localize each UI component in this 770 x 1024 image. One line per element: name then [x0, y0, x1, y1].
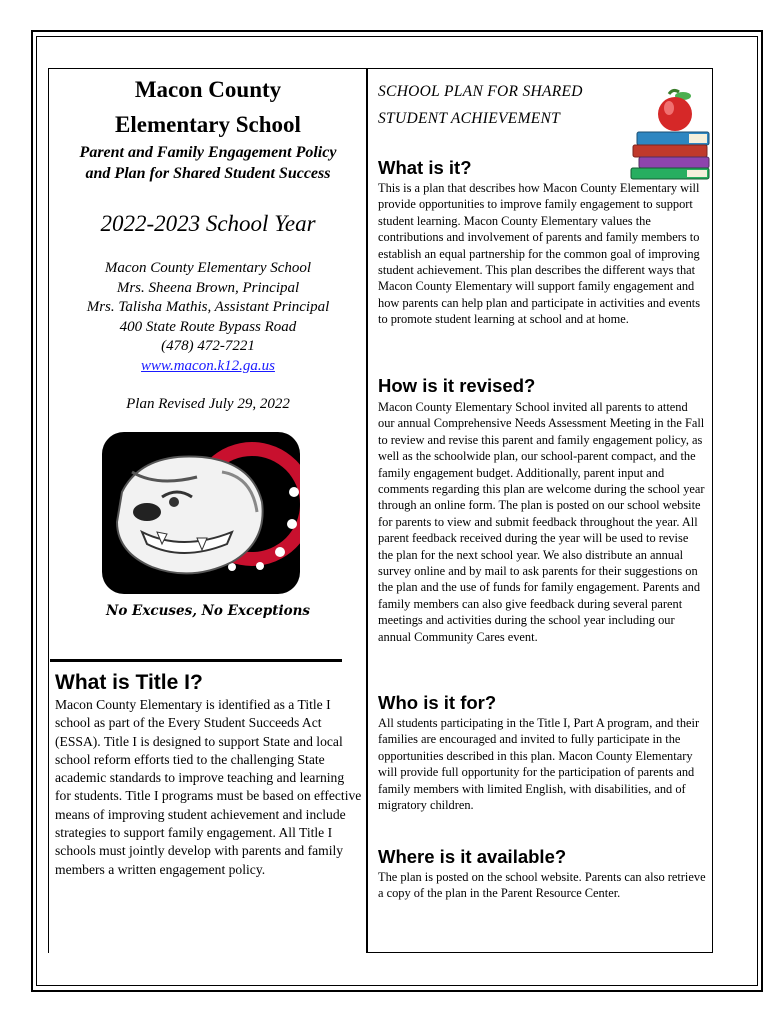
website-link[interactable]: www.macon.k12.ga.us	[141, 357, 275, 374]
title1-body: Macon County Elementary is identified as a Title I school as part of the Every Student Succeeds Act (ESSA). Title I is designed to support State and local school reform efforts tied to the challenging State academic standards to improve teaching and learning for students. Title I programs must be based on effective means of improving student achievement and include strategies to support family engagement. All Title I schools must jointly develop with parents and family members a written engagement policy.	[55, 697, 362, 877]
section-heading-where: Where is it available?	[378, 846, 567, 867]
title1-heading: What is Title I?	[55, 671, 203, 694]
contact-principal: Mrs. Sheena Brown, Principal	[116, 279, 300, 296]
section-heading-what: What is it?	[378, 157, 472, 178]
section-heading-how-revised: How is it revised?	[378, 375, 536, 396]
contact-address: 400 State Route Bypass Road	[119, 318, 297, 335]
books-apple-icon	[629, 88, 714, 180]
section-body-who: All students participating in the Title I, Part A program, and their families are encouraged and invited to fully participate in the opportunities described in this plan. Macon County Elementary will provide full opportunity for the participation of parents and family members with limited English, with disabilities, and of migratory children.	[378, 716, 700, 813]
subtitle-line2: and Plan for Shared Student Success	[85, 165, 331, 182]
school-name	[48, 72, 368, 142]
plan-banner	[378, 78, 583, 132]
section-heading-who: Who is it for?	[378, 692, 497, 713]
bulldog-logo-icon	[102, 432, 300, 594]
school-motto: No Excuses, No Exceptions	[105, 603, 311, 619]
banner-line1: SCHOOL PLAN FOR SHARED	[378, 83, 583, 100]
document-subtitle	[48, 142, 368, 184]
section-divider	[50, 659, 342, 662]
school-name-line1: Macon County	[134, 77, 282, 102]
subtitle-line1: Parent and Family Engagement Policy	[79, 144, 337, 161]
contact-phone: (478) 472-7221	[161, 338, 255, 354]
school-name-line2: Elementary School	[115, 112, 301, 137]
contact-block	[48, 259, 368, 376]
contact-assistant: Mrs. Talisha Mathis, Assistant Principal	[86, 299, 330, 315]
school-year: 2022-2023 School Year	[100, 211, 316, 236]
revision-date: Plan Revised July 29, 2022	[126, 396, 290, 412]
section-body-where: The plan is posted on the school website. Parents can also retrieve a copy of the plan in the Parent Resource Center.	[378, 870, 706, 901]
section-body-how-revised: Macon County Elementary School invited all parents to attend our annual Comprehensive Needs Assessment Meeting in the Fall to review and revise this parent and family engagement policy, as well as the schoolwide plan, our school-parent compact, and the family engagement budget. Additionally, parent input and comments regarding this plan are welcome during the school year through an online form. The plan is posted on our school website for parents to view and submit feedback throughout the year. All parent feedback received during the year will be used to revise the plan for the next school year. We also distribute an annual survey online and by mail to ask parents for their suggestions on the plan and the use of funds for family engagement. Parents and family members can also give feedback during several parent meetings and activities during the school year including our annual Community Cares event.	[378, 400, 705, 644]
section-body-what: This is a plan that describes how Macon County Elementary will provide opportunities to improve family engagement to support student learning. Macon County Elementary values the contributions and involvement of parents and family members to establish an equal partnership for the common goal of improving student achievement. This plan describes the different ways that Macon County Elementary will support family engagement and how parents can help plan and participate in activities and events to promote student learning at school and at home.	[378, 181, 701, 327]
contact-school: Macon County Elementary School	[104, 260, 312, 276]
banner-line2: STUDENT ACHIEVEMENT	[378, 110, 561, 127]
